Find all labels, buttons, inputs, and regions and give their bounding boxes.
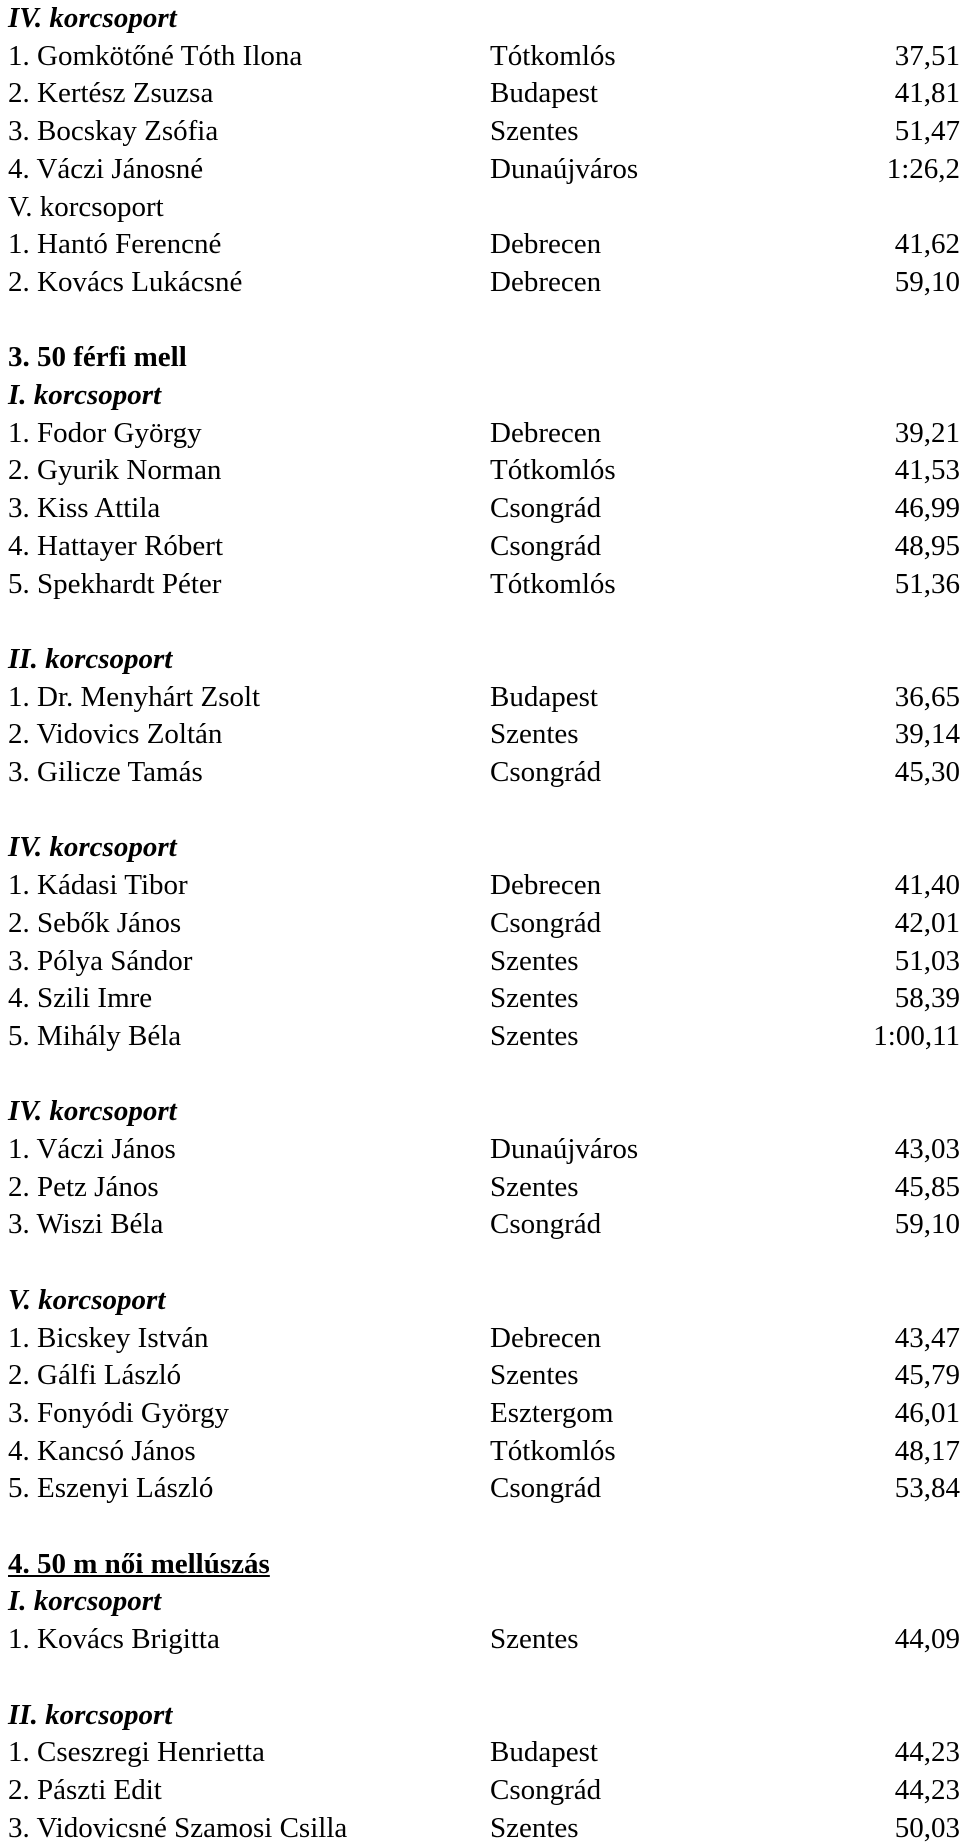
result-time: 43,03 xyxy=(894,1133,960,1165)
competitor-name: 5. Mihály Béla xyxy=(8,1019,182,1052)
competitor-city: Csongrád xyxy=(490,906,602,939)
result-time: 41,81 xyxy=(894,77,960,110)
result-time: 59,10 xyxy=(894,1208,960,1241)
competitor-name: 2. Gálfi László xyxy=(8,1359,182,1392)
competitor-city: Debrecen xyxy=(490,416,602,449)
competitor-name: 1. Kádasi Tibor xyxy=(8,869,188,902)
age-group-heading: IV. korcsoport xyxy=(8,831,177,864)
result-time: 51,03 xyxy=(894,944,960,977)
age-group-heading: I. korcsoport xyxy=(8,1585,162,1618)
competitor-name: 1. Fodor György xyxy=(8,416,202,449)
result-time: 45,30 xyxy=(894,756,960,788)
result-row xyxy=(8,754,960,792)
result-row xyxy=(8,1131,960,1169)
result-row xyxy=(8,980,960,1018)
competitor-city: Debrecen xyxy=(490,228,602,261)
competitor-name: 3. Vidovicsné Szamosi Csilla xyxy=(8,1811,348,1844)
result-time: 43,47 xyxy=(894,1321,960,1354)
result-row xyxy=(8,452,960,490)
result-time: 50,03 xyxy=(894,1811,960,1844)
result-time: 42,01 xyxy=(894,906,960,939)
result-time: 41,40 xyxy=(894,869,960,902)
result-row xyxy=(8,528,960,566)
result-row xyxy=(8,716,960,754)
competitor-name: 1. Hantó Ferencné xyxy=(8,228,222,261)
competitor-name: 3. Kiss Attila xyxy=(8,492,161,525)
competitor-name: 1. Bicskey István xyxy=(8,1321,209,1354)
competitor-city: Budapest xyxy=(490,680,598,713)
result-row xyxy=(8,415,960,453)
result-time: 36,65 xyxy=(894,680,960,713)
result-row xyxy=(8,867,960,905)
competitor-name: 4. Szili Imre xyxy=(8,982,153,1015)
age-group-heading: IV. korcsoport xyxy=(8,1095,177,1128)
result-time: 37,51 xyxy=(894,39,960,72)
competitor-name: 2. Pászti Edit xyxy=(8,1773,162,1806)
competitor-name: 1. Kovács Brigitta xyxy=(8,1623,220,1656)
competitor-name: 3. Bocskay Zsófia xyxy=(8,115,219,148)
result-time: 44,09 xyxy=(894,1623,960,1656)
competitor-city: Csongrád xyxy=(490,529,602,562)
result-row xyxy=(8,1018,960,1056)
competitor-city: Budapest xyxy=(490,77,598,110)
competitor-name: 3. Gilicze Tamás xyxy=(8,756,203,788)
result-time: 48,95 xyxy=(894,529,960,562)
competitor-name: 3. Fonyódi György xyxy=(8,1396,230,1429)
competitor-city: Csongrád xyxy=(490,756,602,788)
competitor-city: Szentes xyxy=(490,1359,579,1392)
result-row xyxy=(8,1734,960,1772)
result-row xyxy=(8,1621,960,1659)
competitor-city: Csongrád xyxy=(490,1208,602,1241)
competitor-city: Debrecen xyxy=(490,869,602,902)
age-group-heading: I. korcsoport xyxy=(8,379,162,411)
competitor-name: 2. Kertész Zsuzsa xyxy=(8,77,214,110)
competitor-name: 1. Cseszregi Henrietta xyxy=(8,1736,265,1769)
result-row xyxy=(8,113,960,151)
competitor-city: Csongrád xyxy=(490,492,602,525)
result-row xyxy=(8,1320,960,1358)
result-row xyxy=(8,1206,960,1244)
competitor-name: 2. Vidovics Zoltán xyxy=(8,718,223,751)
result-row xyxy=(8,1772,960,1810)
result-row xyxy=(8,38,960,76)
competitor-city: Budapest xyxy=(490,1736,598,1769)
age-group-heading: IV. korcsoport xyxy=(8,2,177,34)
result-time: 59,10 xyxy=(894,265,960,298)
result-row xyxy=(8,1470,960,1508)
result-row xyxy=(8,905,960,943)
result-time: 41,53 xyxy=(894,454,960,487)
competitor-city: Esztergom xyxy=(490,1396,614,1429)
competitor-city: Szentes xyxy=(490,944,579,977)
result-row xyxy=(8,490,960,528)
age-group-heading: V. korcsoport xyxy=(8,190,164,223)
result-row xyxy=(8,75,960,113)
event-heading: 3. 50 férfi mell xyxy=(8,341,187,374)
competitor-city: Szentes xyxy=(490,1811,579,1844)
result-time: 44,23 xyxy=(894,1736,960,1769)
competitor-name: 5. Spekhardt Péter xyxy=(8,567,222,600)
competitor-name: 5. Eszenyi László xyxy=(8,1472,214,1505)
result-row xyxy=(8,1395,960,1433)
result-time: 39,21 xyxy=(894,416,960,449)
result-row xyxy=(8,1169,960,1207)
result-row xyxy=(8,1357,960,1395)
result-time: 45,79 xyxy=(894,1359,960,1392)
result-row xyxy=(8,1810,960,1847)
result-time: 1:00,11 xyxy=(873,1019,960,1052)
age-group-heading: V. korcsoport xyxy=(8,1283,166,1316)
competitor-name: 1. Gomkötőné Tóth Ilona xyxy=(8,39,303,72)
result-row xyxy=(8,151,960,189)
result-time: 45,85 xyxy=(894,1170,960,1203)
competitor-city: Tótkomlós xyxy=(490,454,616,487)
result-row xyxy=(8,1433,960,1471)
result-time: 41,62 xyxy=(894,228,960,261)
competitor-name: 3. Wiszi Béla xyxy=(8,1208,164,1241)
competitor-city: Dunaújváros xyxy=(490,152,639,185)
result-time: 46,99 xyxy=(894,492,960,525)
competitor-name: 2. Sebők János xyxy=(8,906,182,939)
result-time: 44,23 xyxy=(894,1773,960,1806)
competitor-city: Dunaújváros xyxy=(490,1133,639,1165)
competitor-city: Debrecen xyxy=(490,1321,602,1354)
competitor-city: Szentes xyxy=(490,982,579,1015)
competitor-name: 4. Váczi Jánosné xyxy=(8,152,204,185)
result-time: 53,84 xyxy=(894,1472,960,1505)
competitor-name: 3. Pólya Sándor xyxy=(8,944,193,977)
competitor-name: 4. Hattayer Róbert xyxy=(8,529,224,562)
competitor-name: 4. Kancsó János xyxy=(8,1434,196,1467)
result-time: 46,01 xyxy=(894,1396,960,1429)
competitor-city: Tótkomlós xyxy=(490,1434,616,1467)
competitor-city: Csongrád xyxy=(490,1773,602,1806)
competitor-city: Szentes xyxy=(490,718,579,751)
competitor-name: 2. Petz János xyxy=(8,1170,159,1203)
result-time: 39,14 xyxy=(894,718,960,751)
competitor-city: Tótkomlós xyxy=(490,39,616,72)
event-heading: 4. 50 m női mellúszás xyxy=(8,1547,270,1580)
result-row xyxy=(8,264,960,302)
result-row xyxy=(8,226,960,264)
result-time: 51,47 xyxy=(894,115,960,148)
age-group-heading: II. korcsoport xyxy=(8,642,173,675)
result-time: 1:26,2 xyxy=(886,152,960,185)
competitor-city: Szentes xyxy=(490,115,579,148)
competitor-name: 1. Dr. Menyhárt Zsolt xyxy=(8,680,261,713)
age-group-heading: II. korcsoport xyxy=(8,1698,173,1731)
result-row xyxy=(8,679,960,717)
competitor-name: 2. Kovács Lukácsné xyxy=(8,265,243,298)
result-time: 58,39 xyxy=(894,982,960,1015)
competitor-city: Szentes xyxy=(490,1170,579,1203)
result-time: 51,36 xyxy=(894,567,960,600)
result-time: 48,17 xyxy=(894,1434,960,1467)
competitor-city: Csongrád xyxy=(490,1472,602,1505)
competitor-city: Szentes xyxy=(490,1623,579,1656)
result-row xyxy=(8,943,960,981)
competitor-name: 1. Váczi János xyxy=(8,1133,176,1165)
competitor-city: Szentes xyxy=(490,1019,579,1052)
competitor-city: Tótkomlós xyxy=(490,567,616,600)
competitor-name: 2. Gyurik Norman xyxy=(8,454,222,487)
result-row xyxy=(8,566,960,604)
competitor-city: Debrecen xyxy=(490,265,602,298)
